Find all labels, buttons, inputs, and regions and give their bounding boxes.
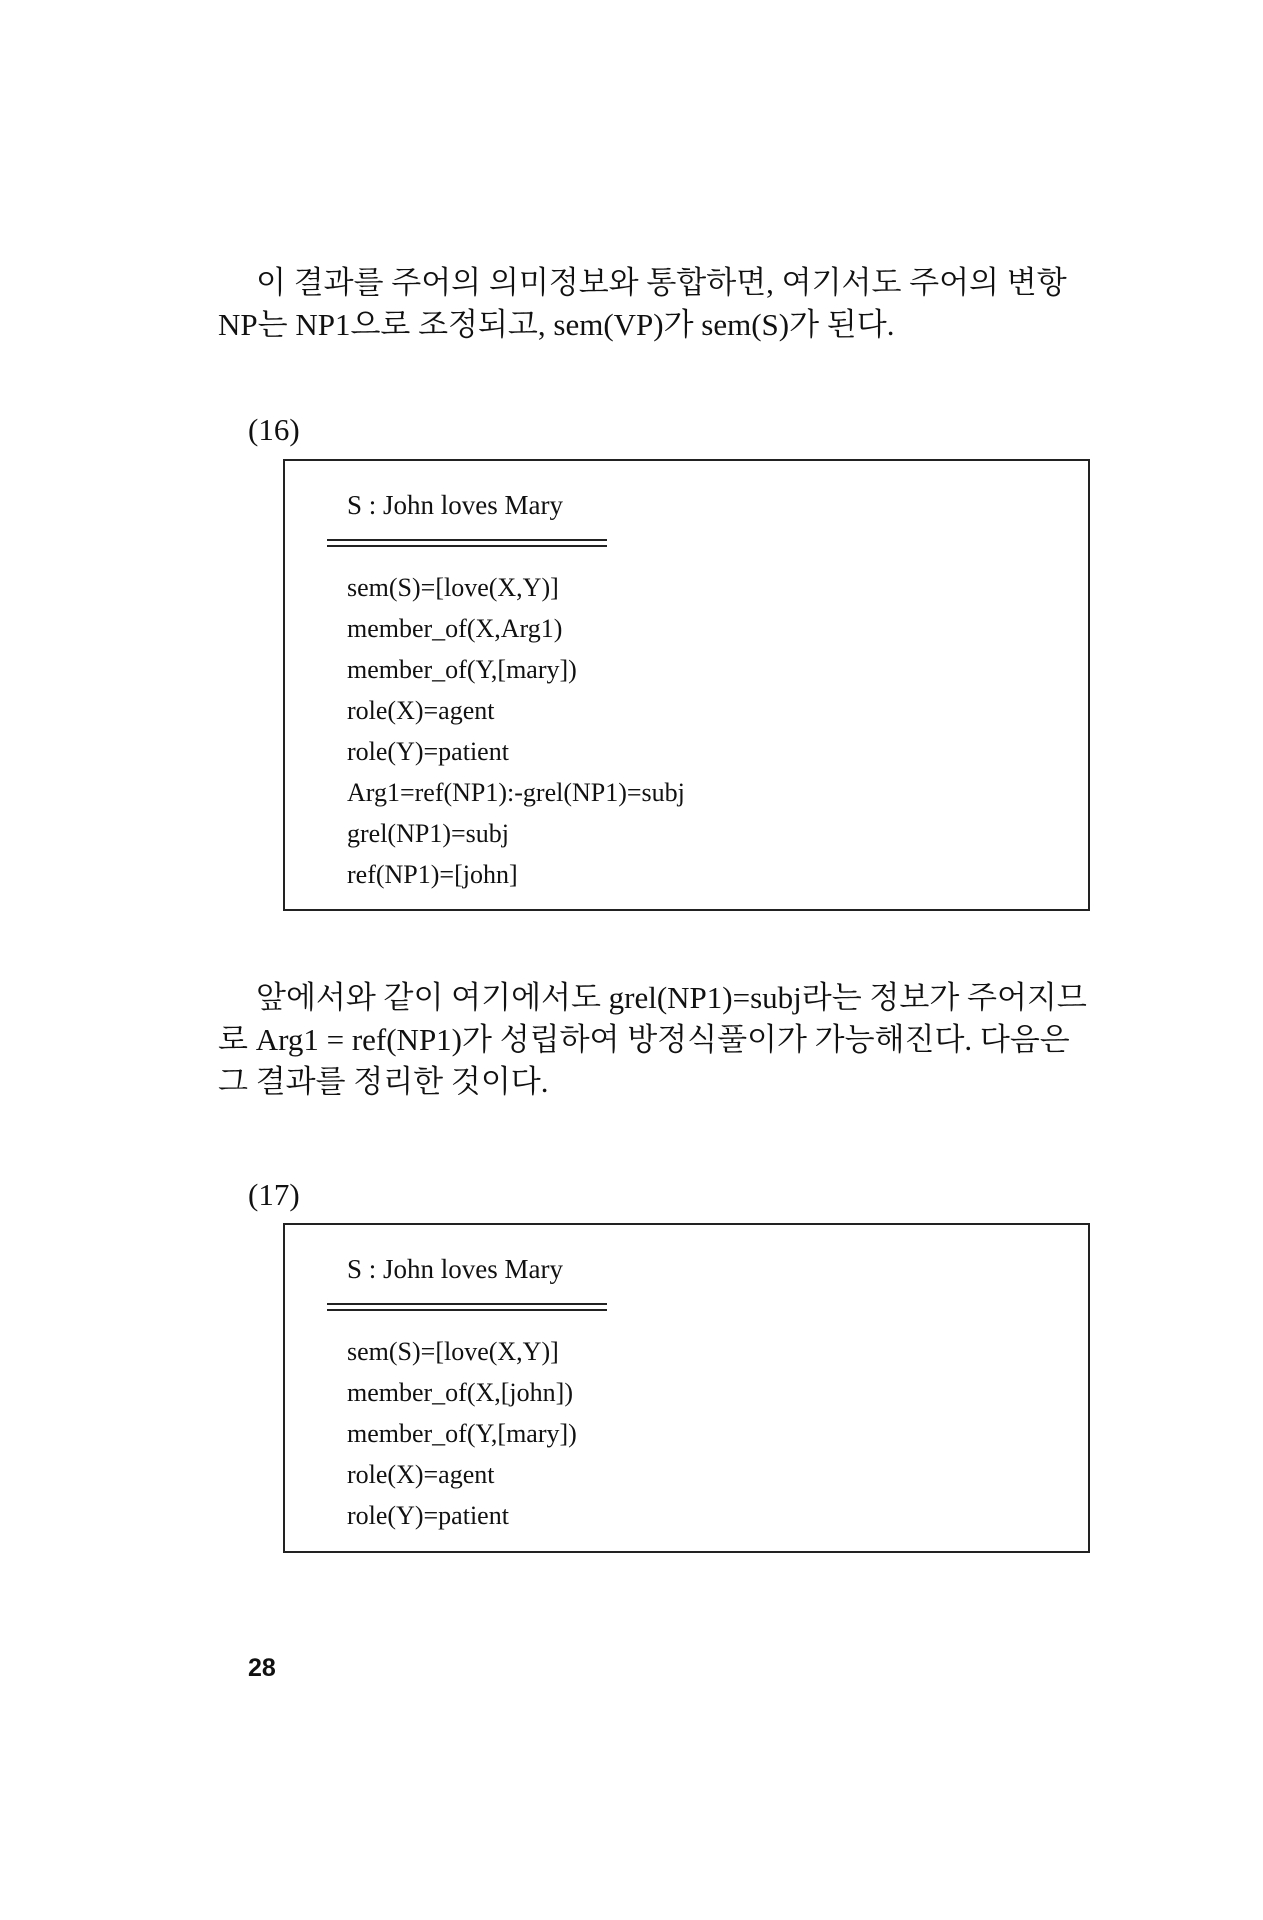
- formula-line: role(Y)=patient: [347, 737, 509, 766]
- page-number: 28: [248, 1654, 276, 1682]
- example-16-box: [283, 459, 1090, 911]
- example-17-label: (17): [248, 1177, 300, 1212]
- formula-line: ref(NP1)=[john]: [347, 860, 518, 889]
- paragraph-2: [218, 977, 1118, 1103]
- paragraph-1-line-2: NP는 NP1으로 조정되고, sem(VP)가 sem(S)가 된다.: [218, 307, 895, 342]
- formula-line: sem(S)=[love(X,Y)]: [347, 1337, 559, 1366]
- formula-line: member_of(X,Arg1): [347, 614, 563, 643]
- example-17-box: [283, 1223, 1090, 1553]
- example-16-title: S : John loves Mary: [347, 490, 563, 520]
- example-17-title: S : John loves Mary: [347, 1254, 563, 1284]
- formula-line: role(X)=agent: [347, 696, 495, 725]
- formula-line: grel(NP1)=subj: [347, 819, 509, 848]
- example-17-lines: [347, 1331, 577, 1536]
- double-rule: [327, 1303, 607, 1311]
- paragraph-2-line-3: 그 결과를 정리한 것이다.: [218, 1064, 549, 1099]
- example-16-lines: [347, 567, 685, 895]
- paragraph-1: [218, 262, 1118, 346]
- formula-line: member_of(X,[john]): [347, 1378, 573, 1407]
- formula-line: sem(S)=[love(X,Y)]: [347, 573, 559, 602]
- double-rule: [327, 539, 607, 547]
- formula-line: member_of(Y,[mary]): [347, 655, 577, 684]
- paragraph-2-line-2: 로 Arg1 = ref(NP1)가 성립하여 방정식풀이가 가능해진다. 다음은: [218, 1022, 1070, 1057]
- paragraph-2-line-1: 앞에서와 같이 여기에서도 grel(NP1)=subj라는 정보가 주어지므: [256, 980, 1087, 1015]
- formula-line: role(X)=agent: [347, 1460, 495, 1489]
- example-16-label: (16): [248, 412, 300, 447]
- formula-line: member_of(Y,[mary]): [347, 1419, 577, 1448]
- paragraph-1-line-1: 이 결과를 주어의 의미정보와 통합하면, 여기서도 주어의 변항: [256, 265, 1067, 300]
- formula-line: role(Y)=patient: [347, 1501, 509, 1530]
- formula-line: Arg1=ref(NP1):-grel(NP1)=subj: [347, 778, 685, 807]
